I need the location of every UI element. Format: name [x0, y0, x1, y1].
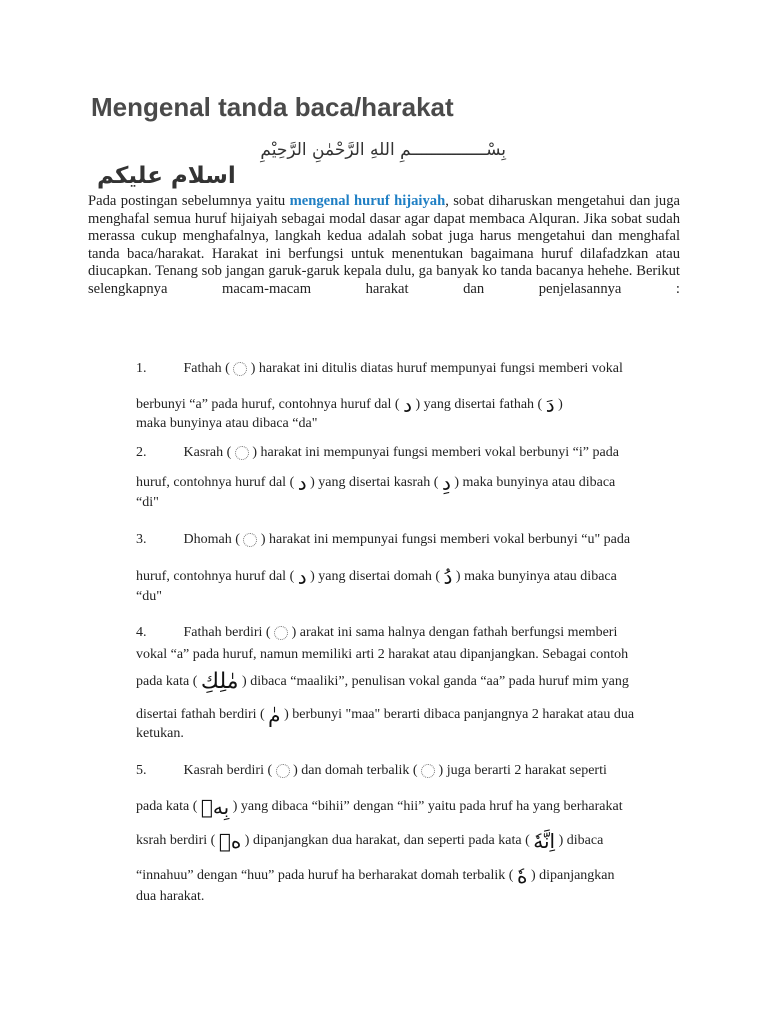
item-5-line-1	[136, 761, 696, 781]
maliki-glyph: مٰلِكِ	[200, 668, 239, 694]
dhomah-mark-icon	[243, 533, 257, 547]
item-text: ) harakat ini ditulis diatas huruf mempunyai fungsi memberi vokal	[250, 361, 623, 376]
item-text: ) harakat ini mempunyai fungsi memberi vokal berbunyi “u" pada	[260, 532, 631, 547]
fathah-mark-icon	[233, 362, 247, 376]
item-5-line-2	[136, 794, 696, 819]
intro-paragraph	[88, 193, 680, 298]
item-number: 2.	[136, 445, 147, 460]
item-text: ksrah berdiri (	[136, 833, 216, 848]
item-text: ) yang disertai domah (	[310, 569, 440, 584]
item-number: 3.	[136, 532, 147, 547]
item-4-line-4	[136, 702, 696, 727]
bihi-glyph: بِهٖ	[200, 794, 230, 819]
item-text: Kasrah berdiri (	[183, 763, 273, 778]
item-text: ) dibaca “maaliki”, penulisan vokal ganda “aa” pada huruf mim yang	[242, 674, 629, 689]
fathah-berdiri-mark-icon	[274, 626, 288, 640]
item-5-line-5: dua harakat.	[136, 889, 205, 904]
da-glyph: دَ	[545, 392, 555, 417]
item-2-line-3: “di"	[136, 495, 159, 510]
hi-glyph: هٖ	[218, 828, 242, 853]
item-text: ) yang dibaca “bihii” dengan “hii” yaitu pada hruf ha yang berharakat	[232, 799, 623, 814]
maa-glyph: مٰ	[268, 702, 281, 727]
item-1-line-1	[136, 359, 696, 379]
kasrah-mark-icon	[235, 446, 249, 460]
item-text: )	[558, 397, 563, 412]
intro-text-rest: , sobat diharuskan mengetahui dan juga menghafal semua huruf hijaiyah sebagai modal dasar agar dapat membaca Alquran. Jika sobat sudah merassa cukup menghafalnya, langkah kedua adalah sobat juga harus mengetahui dan menghafal tanda baca/harakat. Harakat ini berfungsi untuk menentukan bagaimana huruf dilafadzkan atau diucapkan. Tenang sob jangan garuk-garuk kepala dulu, ga banyak ko tanda bacanya hehehe. Berikut selengkapnya macam-macam harakat dan penjelasannya :	[88, 193, 680, 297]
hu-glyph: هٗ	[516, 863, 528, 888]
item-1-line-3: maka bunyinya atau dibaca “da"	[136, 416, 318, 431]
item-number: 1.	[136, 361, 147, 376]
hijaiyah-link[interactable]: mengenal huruf hijaiyah	[289, 193, 446, 209]
innahu-glyph: اِنَّهٗ	[533, 828, 556, 853]
item-text: huruf, contohnya huruf dal (	[136, 475, 295, 490]
item-4-line-2: vokal “a” pada huruf, namun memiliki arti 2 harakat atau dipanjangkan. Sebagai contoh	[136, 647, 629, 662]
item-4-line-1	[136, 623, 696, 643]
item-text: ) dipanjangkan	[530, 868, 615, 883]
item-text: Kasrah (	[183, 445, 232, 460]
item-text: “innahuu” dengan “huu” pada huruf ha berharakat domah terbalik (	[136, 868, 514, 883]
item-text: pada kata (	[136, 674, 198, 689]
item-text: ) dibaca	[558, 833, 604, 848]
basmala: بِسْـــــــــــــــمِ اللهِ الرَّحْمٰنِ الرَّحِيْمِ	[260, 140, 506, 160]
item-text: huruf, contohnya huruf dal (	[136, 569, 295, 584]
item-text: ) harakat ini mempunyai fungsi memberi vokal berbunyi “i” pada	[252, 445, 619, 460]
item-number: 4.	[136, 625, 147, 640]
item-4-line-3	[136, 668, 696, 694]
item-1-line-2	[136, 392, 696, 417]
item-text: ) maka bunyinya atau dibaca	[454, 475, 616, 490]
item-text: Fathah (	[183, 361, 230, 376]
du-glyph: دُ	[443, 564, 453, 589]
item-text: Fathah berdiri (	[183, 625, 271, 640]
item-text: ) yang disertai kasrah (	[310, 475, 439, 490]
item-3-line-1	[136, 530, 696, 550]
item-2-line-1	[136, 443, 696, 463]
dal-glyph: د	[297, 470, 307, 495]
item-3-line-3: “du"	[136, 589, 162, 604]
item-text: pada kata (	[136, 799, 198, 814]
item-5-line-4	[136, 863, 696, 888]
page-title: Mengenal tanda baca/harakat	[91, 92, 454, 122]
item-2-line-2	[136, 470, 696, 495]
intro-text-start: Pada postingan sebelumnya yaitu	[88, 193, 290, 209]
di-glyph: دِ	[441, 470, 451, 495]
item-text: ) dan domah terbalik (	[293, 763, 418, 778]
item-text: ) maka bunyinya atau dibaca	[455, 569, 617, 584]
dal-glyph: د	[403, 392, 412, 417]
item-3-line-2	[136, 564, 696, 589]
item-text: ) dipanjangkan dua harakat, dan seperti pada kata (	[244, 833, 530, 848]
item-text: berbunyi “a” pada huruf, contohnya huruf dal (	[136, 397, 400, 412]
item-5-line-3	[136, 828, 696, 853]
item-text: ) arakat ini sama halnya dengan fathah berfungsi memberi	[291, 625, 618, 640]
item-number: 5.	[136, 763, 147, 778]
domah-terbalik-mark-icon	[421, 764, 435, 778]
item-text: Dhomah (	[183, 532, 240, 547]
kasrah-berdiri-mark-icon	[276, 764, 290, 778]
dal-glyph: د	[297, 564, 307, 589]
item-text: disertai fathah berdiri (	[136, 707, 265, 722]
item-text: ) juga berarti 2 harakat seperti	[438, 763, 607, 778]
item-4-line-5: ketukan.	[136, 726, 184, 741]
salam-heading: اسلام عليكم	[97, 163, 236, 189]
item-text: ) yang disertai fathah (	[415, 397, 543, 412]
item-text: ) berbunyi "maa" berarti dibaca panjangnya 2 harakat atau dua	[284, 707, 635, 722]
